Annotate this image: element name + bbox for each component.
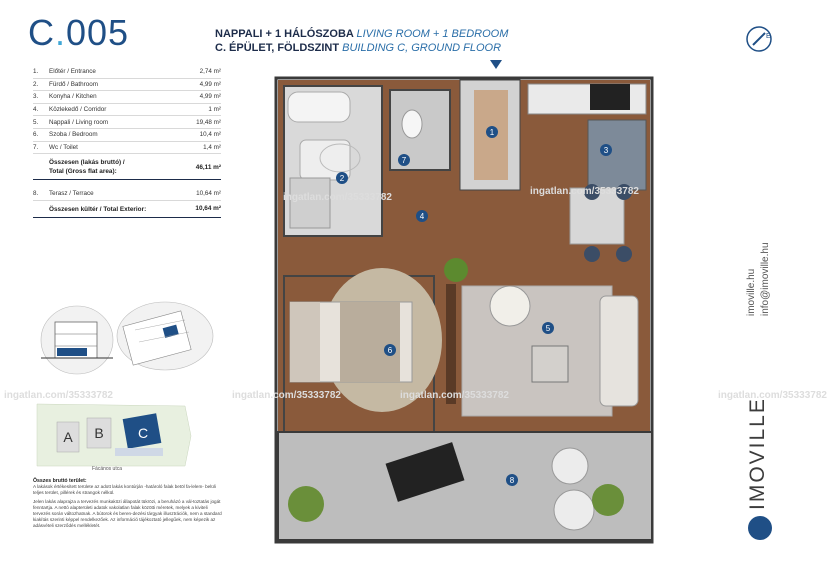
room-num: 6.	[33, 131, 39, 139]
room-area: 10,4 m²	[199, 131, 221, 139]
building-c-label: C	[137, 425, 149, 441]
total-exterior-row	[33, 205, 221, 218]
room-num: 3.	[33, 93, 39, 101]
room-label-2: 2	[339, 174, 345, 183]
brand-logo	[746, 395, 776, 515]
watermark: ingatlan.com/35333782	[283, 192, 392, 203]
brand-logo-mark-icon	[748, 516, 772, 540]
room-num: 2.	[33, 80, 39, 88]
room-row	[33, 79, 221, 92]
site-map	[35, 396, 195, 476]
watermark: ingatlan.com/35333782	[232, 390, 341, 401]
unit-type-en: LIVING ROOM + 1 BEDROOM	[356, 28, 509, 40]
room-label-7: 7	[401, 156, 407, 165]
room-num: 1.	[33, 68, 39, 76]
total-interior-area: 46,11 m²	[195, 163, 221, 171]
room-label-4: 4	[419, 212, 425, 221]
unit-code	[28, 12, 129, 54]
total-interior-label	[33, 158, 125, 176]
room-label-5: 5	[545, 324, 551, 333]
floor-plan	[270, 70, 662, 546]
watermark: ingatlan.com/35333782	[530, 186, 639, 197]
room-area: 19,48 m²	[196, 118, 221, 126]
room-num: 5.	[33, 118, 39, 126]
room-area: 10,64 m²	[196, 190, 221, 198]
room-name: Terasz / Terrace	[49, 190, 94, 198]
room-num: 7.	[33, 143, 39, 151]
room-row	[33, 104, 221, 117]
room-area: 2,74 m²	[199, 68, 221, 76]
building-location-diagram	[35, 300, 225, 380]
watermark: ingatlan.com/35333782	[718, 390, 827, 401]
room-row	[33, 142, 221, 155]
brand-logo-text: IMOVILLE	[746, 397, 769, 510]
watermark: ingatlan.com/35333782	[400, 390, 509, 401]
terrace-row	[33, 188, 221, 201]
entrance-arrow-icon	[490, 60, 502, 69]
room-name: Fürdő / Bathroom	[49, 80, 98, 88]
room-num: 4.	[33, 106, 39, 114]
building-floor-heading	[215, 42, 501, 54]
room-num: 8.	[33, 190, 39, 198]
unit-code-number: 005	[66, 12, 130, 53]
room-name: Wc / Toilet	[49, 143, 78, 151]
email-link[interactable]: info@imoville.hu	[760, 242, 771, 316]
total-exterior-label: Összesen kültér / Total Exterior:	[49, 205, 147, 213]
unit-type-heading	[215, 28, 508, 40]
compass-icon	[744, 24, 774, 54]
room-name: Konyha / Kitchen	[49, 93, 97, 101]
room-label-8: 8	[509, 476, 515, 485]
unit-type-hu: NAPPALI + 1 HÁLÓSZOBA	[215, 28, 354, 40]
notes-paragraph: A lakások értékesített területe az adott lakás kontúrján -határoló falak betöl fa-lelem- belüli teljes terület, pillérek és strangok nélkül.	[33, 484, 216, 495]
compass-letter: É	[766, 33, 771, 40]
website-link[interactable]: imoville.hu	[746, 268, 757, 316]
room-row	[33, 91, 221, 104]
total-interior-label-en: Total (Gross flat area):	[49, 168, 117, 176]
brand-contact	[742, 220, 782, 340]
street-label: Fácános utca	[91, 466, 123, 472]
building-a-label: A	[63, 429, 73, 445]
notes-heading: Összes bruttó terület:	[33, 478, 87, 484]
total-interior-label-hu: Összesen (lakás bruttó) /	[49, 159, 125, 167]
room-name: Közlekedő / Corridor	[49, 106, 107, 114]
room-name: Előtér / Entrance	[49, 68, 96, 76]
room-area: 1,4 m²	[203, 143, 221, 151]
room-area: 1 m²	[208, 106, 221, 114]
notes-paragraph: Jelen lakás alaprajza a tervezés munkaközi állapotát tükrözi, a beruházó a vál-toztatás jogát fenntartja. A nettó alapterületi adatok vakolatlan falak közötti méretek, melyek a kiviteli tervezés során változhatnak. A bútorok és beren-dezési tárgyak illusztrációk, nem a standard kiakítás szerinti képpel rendelkezőek. Az információ tájékoztató jellegűek, nem képezik az adásvételi szerződés mellékletét.	[33, 499, 222, 528]
building-floor-en: BUILDING C, GROUND FLOOR	[342, 42, 502, 54]
room-row	[33, 66, 221, 79]
room-name: Szoba / Bedroom	[49, 131, 98, 139]
room-row	[33, 116, 221, 129]
unit-code-prefix: C	[28, 12, 55, 53]
room-label-3: 3	[603, 146, 609, 155]
total-interior-row	[33, 158, 221, 180]
room-area-table	[33, 66, 221, 218]
plant-icon	[444, 258, 468, 282]
legal-notes	[33, 478, 223, 529]
building-b-label: B	[94, 425, 104, 441]
room-name: Nappali / Living room	[49, 118, 109, 126]
watermark: ingatlan.com/35333782	[4, 390, 113, 401]
room-row	[33, 129, 221, 142]
room-label-1: 1	[489, 128, 495, 137]
room-label-6: 6	[387, 346, 393, 355]
total-exterior-area: 10,64 m²	[195, 204, 221, 212]
unit-code-dot: .	[55, 12, 67, 53]
room-area: 4,99 m²	[199, 93, 221, 101]
building-floor-hu: C. ÉPÜLET, FÖLDSZINT	[215, 42, 340, 54]
room-area: 4,99 m²	[199, 80, 221, 88]
